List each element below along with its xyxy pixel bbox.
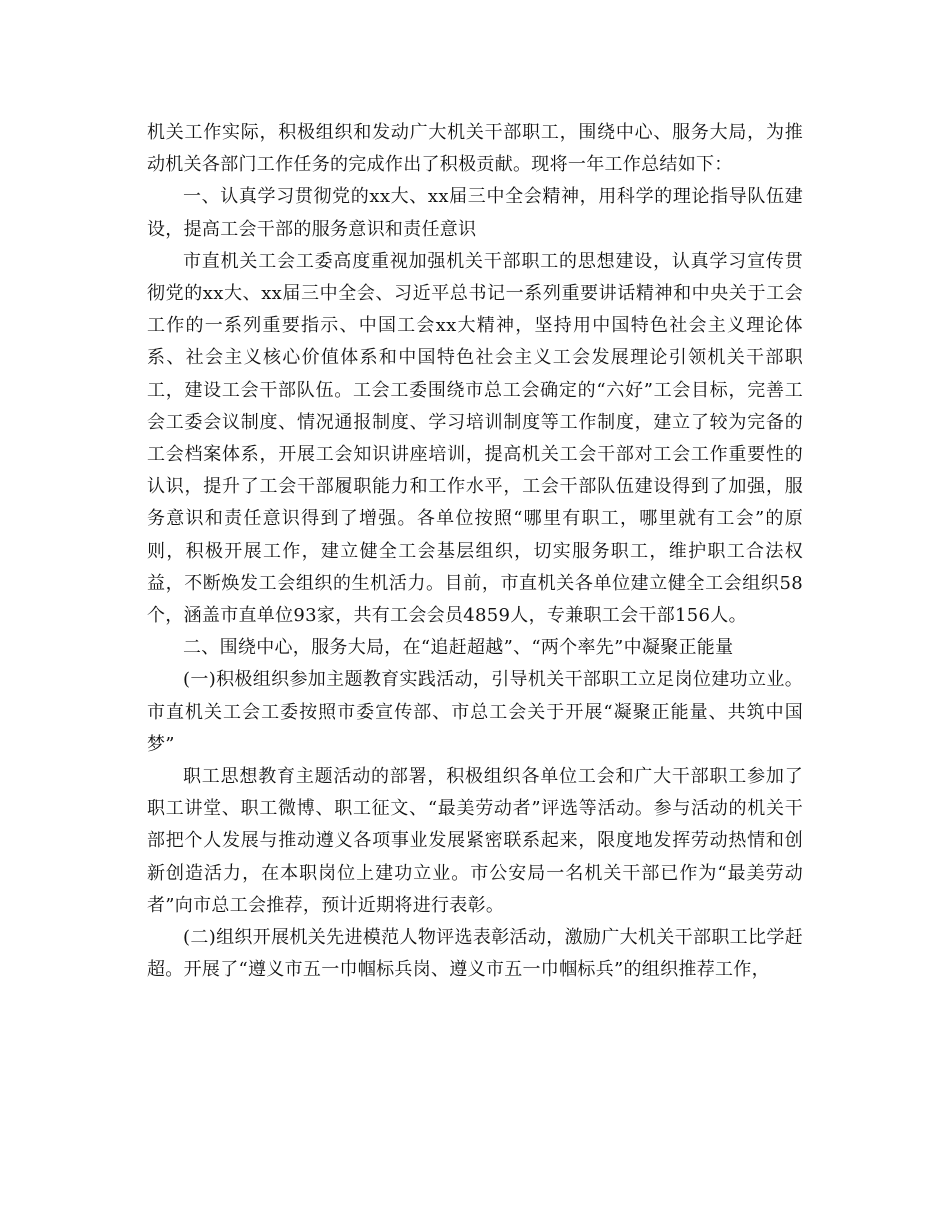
document-body <box>147 117 803 986</box>
section-heading-1: 一、认真学习贯彻党的xx大、xx届三中全会精神，用科学的理论指导队伍建设，提高工会干部的服务意识和责任意识 <box>147 186 803 240</box>
paragraph-section-1-body: 市直机关工会工委高度重视加强机关干部职工的思想建设，认真学习宣传贯彻党的xx大、xx届三中全会、习近平总书记一系列重要讲话精神和中央关于工会工作的一系列重要指示、中国工会xx大精神，坚持用中国特色社会主义理论体系、社会主义核心价值体系和中国特色社会主义工会发展理论引领机关干部职工，建设工会干部队伍。工会工委围绕市总工会确定的“六好”工会目标，完善工会工委会议制度、情况通报制度、学习培训制度等工作制度，建立了较为完备的工会档案体系，开展工会知识讲座培训，提高机关工会干部对工会工作重要性的认识，提升了工会干部履职能力和工作水平，工会干部队伍建设得到了加强，服务意识和责任意识得到了增强。各单位按照“哪里有职工，哪里就有工会”的原则，积极开展工作，建立健全工会基层组织，切实服务职工，维护职工合法权益，不断焕发工会组织的生机活力。目前，市直机关各单位建立健全工会组织58个，涵盖市直单位93家，共有工会会员4859人，专兼职工会干部156人。 <box>147 250 803 627</box>
paragraph-subsection-1-continued: 职工思想教育主题活动的部署，积极组织各单位工会和广大干部职工参加了职工讲堂、职工微博、职工征文、“最美劳动者”评选等活动。参与活动的机关干部把个人发展与推动遵义各项事业发展紧密联系起来，限度地发挥劳动热情和创新创造活力，在本职岗位上建功立业。市公安局一名机关干部已作为“最美劳动者”向市总工会推荐，预计近期将进行表彰。 <box>147 766 803 916</box>
section-heading-2: 二、围绕中心，服务大局，在“追赶超越”、“两个率先”中凝聚正能量 <box>183 637 734 659</box>
paragraph-subsection-1: (一)积极组织参加主题教育实践活动，引导机关干部职工立足岗位建功立业。市直机关工会工委按照市委宣传部、市总工会关于开展“凝聚正能量、共筑中国梦” <box>147 669 803 755</box>
paragraph-subsection-2: (二)组织开展机关先进模范人物评选表彰活动，激励广大机关干部职工比学赶超。开展了“遵义市五一巾帼标兵岗、遵义市五一巾帼标兵”的组织推荐工作， <box>147 927 803 981</box>
paragraph-intro: 机关工作实际，积极组织和发动广大机关干部职工，围绕中心、服务大局，为推动机关各部门工作任务的完成作出了积极贡献。现将一年工作总结如下： <box>147 122 803 176</box>
